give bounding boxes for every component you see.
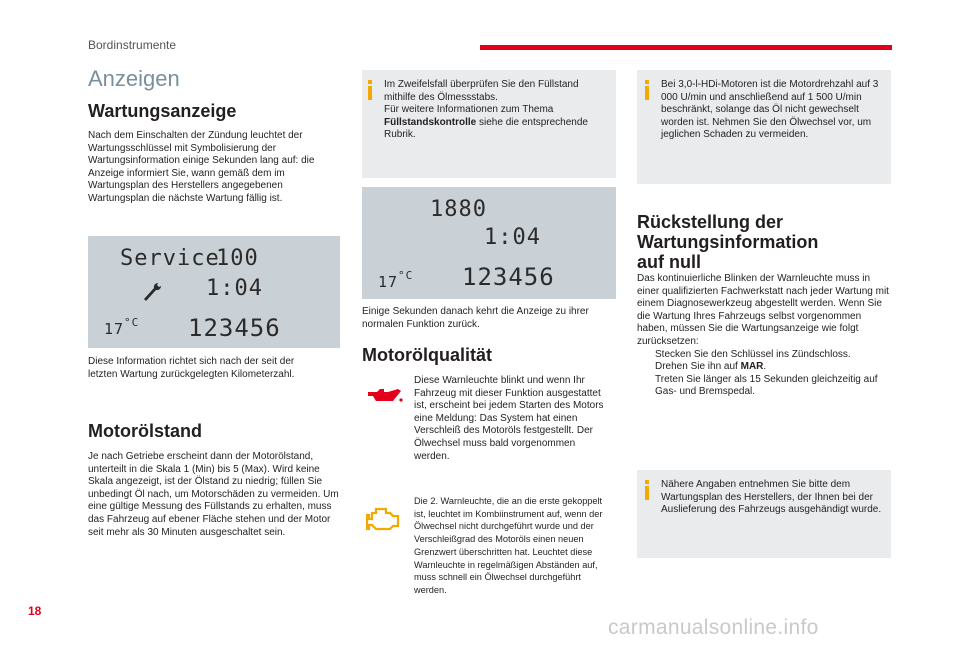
info-icon xyxy=(645,86,649,100)
reset-step-1: Stecken Sie den Schlüssel ins Zündschloss. xyxy=(655,348,851,360)
display-oil-counter: 1880 xyxy=(430,197,487,222)
qual-text-1: Diese Warnleuchte blinkt und wenn Ihr Fahrzeug mit dieser Funktion ausgestattet ist, erscheint bei jedem Starten des Motors eine Meldung: Das System hat einen Verschleiß des Motoröls festgestellt. Der Ölwechsel muss bald vorgenommen werden. xyxy=(414,375,604,462)
display-service xyxy=(88,236,340,348)
qual-heading: Motorölqualität xyxy=(362,345,492,365)
display-odometer: 123456 xyxy=(462,263,555,291)
header-red-bar xyxy=(480,45,892,50)
wartung-text: Nach dem Einschalten der Zündung leuchtet der Wartungsschlüssel mit Symbolisierung der Wartungsinformation einige Sekunden lang auf: die Anzeige informiert Sie, wann gemäß dem im Wartungsplan des Herstellers angegebenen Wartungsplan die nächste Wartung fällig ist. xyxy=(88,130,315,204)
qual-text-2: Die 2. Warnleuchte, die an die erste gekoppelt ist, leuchtet im Kombiinstrument auf, wenn der Ölwechsel nicht durchgeführt wurde und der Verschleißgrad des Motoröls einen neuen Grenzwert überschritten hat. Leuchtet diese Warnleuchte in regelmäßigen Abständen auf, muss schnell ein Ölwechsel durchgeführt werden. xyxy=(414,496,603,595)
page-number: 18 xyxy=(28,604,42,618)
oelstand-text: Je nach Getriebe erscheint dann der Motorölstand, unterteilt in die Skala 1 (Min) bis 5 (Max). Wird keine Skala angezeigt, ist der Ölstand zu niedrig; füllen Sie unbedingt Öl nach, um Motorschäden zu vermeiden. Um eine gültige Messung des Füllstands zu erhalten, muss das Fahrzeug auf ebener Fläche stehen und der Motor seit mehr als 30 Minuten ausgeschaltet sein. xyxy=(88,451,339,538)
note-hdi-engine xyxy=(637,70,891,184)
reset-steps xyxy=(637,349,893,399)
note-oil-dipstick xyxy=(362,70,616,178)
oelstand-heading: Motorölstand xyxy=(88,421,202,441)
display-service-number: 100 xyxy=(216,246,259,271)
display-temperature: 17 xyxy=(378,273,399,291)
display-odometer: 123456 xyxy=(188,314,281,342)
display-temperature: 17 xyxy=(104,320,125,338)
display-time: 1:04 xyxy=(484,225,541,250)
display1-caption: Diese Information richtet sich nach der seit der letzten Wartung zurückgelegten Kilometerzahl. xyxy=(88,356,295,380)
page-title: Anzeigen xyxy=(88,66,180,91)
watermark: carmanualsonline.info xyxy=(608,616,819,639)
note-maintenance-plan xyxy=(637,470,891,558)
section-label: Bordinstrumente xyxy=(88,38,177,52)
display2-caption: Einige Sekunden danach kehrt die Anzeige zu ihrer normalen Funktion zurück. xyxy=(362,306,589,330)
wartung-heading: Wartungsanzeige xyxy=(88,101,237,121)
note-oil-dipstick-text: Im Zweifelsfall überprüfen Sie den Füllstand mithilfe des Ölmessstabs. Für weitere Informationen zum Thema Füllstandskontrolle siehe die entsprechende Rubrik. xyxy=(384,79,588,141)
reset-step-2: Drehen Sie ihn auf MAR. xyxy=(655,361,767,373)
display-temp-unit: °C xyxy=(124,316,140,329)
engine-warning-icon xyxy=(366,504,402,532)
reset-text: Das kontinuierliche Blinken der Warnleuchte muss in einer qualifizierten Fachwerkstatt nach jeder Wartung mit einem Diagnosewerkzeug abgestellt werden. Wenn Sie die Wartung Ihres Fahrzeugs selbst vorgenommen haben, müssen Sie die Wartungsanzeige wie folgt zurücksetzen: Stecken Sie den Schlüssel ins Zündschloss. Drehen Sie ihn auf MAR. Treten Sie länger als 15 Sekunden gleichzeitig auf Gas- und Bremspedal. xyxy=(637,273,893,399)
info-icon xyxy=(368,86,372,100)
wrench-icon xyxy=(140,280,162,304)
info-icon xyxy=(645,486,649,500)
display-service-label: Service xyxy=(120,246,220,271)
reset-heading: Rückstellung der Wartungsinformation auf null xyxy=(637,212,819,272)
reset-step-3: Treten Sie länger als 15 Sekunden gleichzeitig auf Gas- und Bremspedal. xyxy=(655,373,878,398)
display-temp-unit: °C xyxy=(398,269,414,282)
display-oil-level xyxy=(362,187,616,299)
note-hdi-engine-text: Bei 3,0-l-HDi-Motoren ist die Motordrehzahl auf 3 000 U/min und anschließend auf 1 500 U/min beschränkt, solange das Öl nicht gewechselt worden ist. Nehmen Sie den Ölwechsel vor, um jeglichen Schaden zu vermeiden. xyxy=(661,79,879,141)
note-maintenance-plan-text: Nähere Angaben entnehmen Sie bitte dem Wartungsplan des Herstellers, der Ihnen bei der Auslieferung des Fahrzeugs ausgehändigt wurde. xyxy=(661,479,882,516)
oil-can-icon xyxy=(366,386,404,404)
display-time: 1:04 xyxy=(206,276,263,301)
